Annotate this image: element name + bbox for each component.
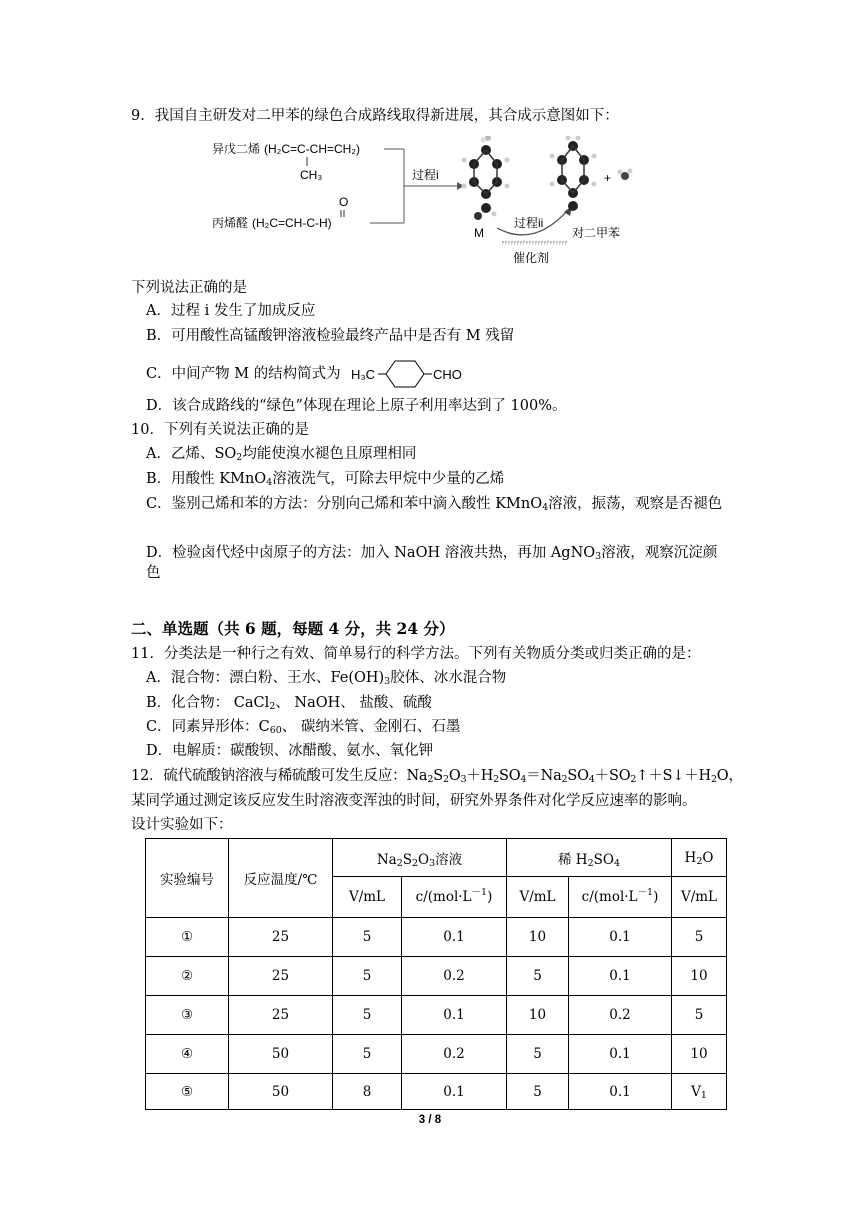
table-cell: ④	[146, 1035, 229, 1074]
isoprene-name: 异戊二烯	[212, 142, 261, 156]
ch3-group: H₃C	[351, 367, 376, 382]
table-cell: ②	[146, 957, 229, 996]
table-cell: 5	[507, 1074, 569, 1110]
process-ii-label: 过程ii	[514, 216, 544, 230]
acrolein-name: 丙烯醛	[212, 216, 249, 230]
table-cell: ⑤	[146, 1074, 229, 1110]
q9-option-d: D．该合成路线的“绿色”体现在理论上原子利用率达到了 100%。	[146, 398, 567, 414]
m-label: M	[474, 226, 484, 240]
q11-option-b: B．化合物： CaCl$_2$、 NaOH、 盐酸、硫酸	[146, 695, 432, 712]
table-cell: 25	[229, 996, 333, 1035]
table-cell: 5	[507, 1035, 569, 1074]
table-cell: 0.2	[569, 996, 672, 1035]
q10-option-a: A．乙烯、$SO_2$均能使溴水褪色且原理相同	[146, 446, 417, 463]
table-cell: ③	[146, 996, 229, 1035]
catalyst-label: 催化剂	[513, 251, 550, 265]
process-i-label: 过程i	[412, 168, 439, 182]
table-cell: 50	[229, 1074, 333, 1110]
table-cell: 0.1	[569, 1035, 672, 1074]
table-cell: 10	[672, 1035, 727, 1074]
table-cell: 5	[672, 996, 727, 1035]
molecule-m-model	[462, 136, 510, 220]
product-label: 对二甲苯	[572, 226, 621, 240]
table-cell: 0.1	[402, 996, 507, 1035]
section-title: 二、单选题（共 6 题，每题 4 分，共 24 分）	[131, 619, 455, 638]
page-number: 3 / 8	[418, 1114, 442, 1126]
header-experiment-id: 实验编号	[146, 839, 229, 918]
subheader-volume: V/mL	[507, 877, 569, 918]
header-h2so4: 稀 $H_2SO_4$	[507, 839, 672, 877]
table-cell: 25	[229, 918, 333, 957]
plus-sign: +	[604, 171, 612, 185]
q10-option-d: D．检验卤代烃中卤原子的方法：加入 NaOH 溶液共热，再加 AgNO$_3$溶液，观察沉淀颜色	[146, 545, 718, 581]
table-cell: $V_1$	[672, 1074, 727, 1110]
water-molecule	[618, 169, 633, 181]
q10-stem: 10．下列有关说法正确的是	[131, 422, 309, 438]
table-cell: 0.2	[402, 1035, 507, 1074]
table-cell: 0.1	[402, 1074, 507, 1110]
table-cell: 8	[333, 1074, 402, 1110]
table-cell: 0.1	[569, 1074, 672, 1110]
header-water: $H_2O$	[672, 839, 727, 877]
q10-option-b: B．用酸性 KMnO$_4$溶液洗气，可除去甲烷中少量的乙烯	[146, 471, 505, 488]
q9-prompt: 下列说法正确的是	[131, 280, 247, 296]
header-na2s2o3: $Na_2S_2O_3$溶液	[333, 839, 507, 877]
q11-option-a: A．混合物：漂白粉、王水、$Fe(OH)_3$胶体、冰水混合物	[146, 670, 507, 687]
table-cell: 0.1	[569, 957, 672, 996]
q11-stem: 11．分类法是一种行之有效、简单易行的科学方法。下列有关物质分类或归类正确的是：	[131, 646, 701, 662]
table-row	[146, 1035, 727, 1074]
q11-option-c: C．同素异形体：$C_{60}$、 碳纳米管、金刚石、石墨	[146, 719, 461, 736]
table-cell: 0.1	[569, 918, 672, 957]
table-row	[146, 918, 727, 957]
q9-option-b: B．可用酸性高锰酸钾溶液检验最终产品中是否有 M 残留	[146, 328, 515, 344]
table-cell: 5	[333, 918, 402, 957]
table-cell: ①	[146, 918, 229, 957]
table-cell: 5	[333, 957, 402, 996]
synthesis-diagram	[212, 136, 652, 268]
q12-line3: 设计实验如下：	[131, 817, 233, 833]
table-cell: 0.2	[402, 957, 507, 996]
acrolein-formula: (H₂C=CH-C-H)	[252, 216, 332, 230]
isoprene-formula: (H₂C=C-CH=CH₂)	[264, 142, 360, 156]
q9-option-a: A．过程 i 发生了加成反应	[146, 303, 316, 319]
table-cell: 25	[229, 957, 333, 996]
table-cell: 50	[229, 1035, 333, 1074]
table-row	[146, 957, 727, 996]
subheader-volume: V/mL	[672, 877, 727, 918]
q10-option-c: C．鉴别己烯和苯的方法：分别向己烯和苯中滴入酸性 KMnO$_4$溶液，振荡，观察是否褪色	[146, 496, 723, 513]
table-row	[146, 1074, 727, 1110]
q12-line2: 某同学通过测定该反应发生时溶液变浑浊的时间，研究外界条件对化学反应速率的影响。	[131, 793, 697, 809]
p-xylene-model	[550, 136, 597, 211]
table-cell: 5	[333, 1035, 402, 1074]
table-cell: 10	[507, 918, 569, 957]
table-cell: 5	[672, 918, 727, 957]
header-temperature: 反应温度/℃	[229, 839, 333, 918]
cho-group: CHO	[433, 367, 463, 382]
table-cell: 5	[507, 957, 569, 996]
q9-option-c: C．中间产物 M 的结构简式为 H₃C CHO	[146, 359, 475, 389]
q11-option-d: D．电解质：碳酸钡、冰醋酸、氨水、氧化钾	[146, 743, 434, 759]
isoprene-branch: CH₃	[300, 168, 323, 182]
acrolein-oxygen: O	[339, 195, 349, 209]
table-row	[146, 996, 727, 1035]
table-cell: 10	[672, 957, 727, 996]
experiment-table	[145, 838, 727, 1110]
subheader-volume: V/mL	[333, 877, 402, 918]
table-cell: 10	[507, 996, 569, 1035]
m-structure-formula	[345, 359, 475, 389]
table-cell: 0.1	[402, 918, 507, 957]
subheader-concentration: $c/(mol\cdot L^{-1})$	[569, 877, 672, 918]
subheader-concentration: $c/(mol\cdot L^{-1})$	[402, 877, 507, 918]
q12-reaction-line: 12．硫代硫酸钠溶液与稀硫酸可发生反应：$Na_2S_2O_3+H_2SO_4=Na_2SO_4+SO_2↑+S↓+H_2O$，	[131, 768, 743, 785]
q9-stem: 9．我国自主研发对二甲苯的绿色合成路线取得新进展，其合成示意图如下：	[131, 108, 619, 124]
table-cell: 5	[333, 996, 402, 1035]
